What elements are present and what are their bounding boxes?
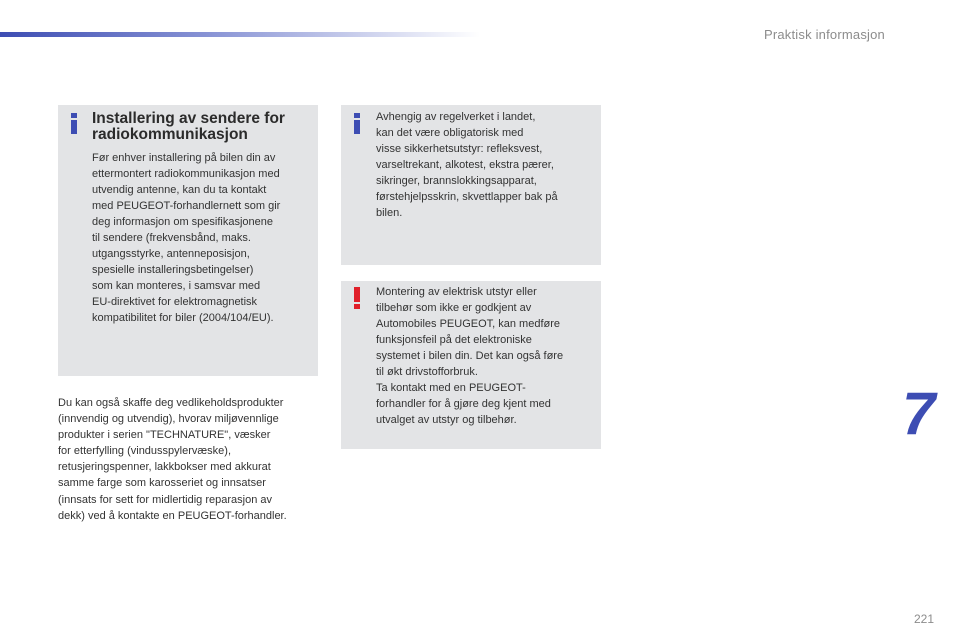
chapter-number: 7: [902, 380, 936, 447]
warning-box-text: Montering av elektrisk utstyr eller tilbehør som ikke er godkjent av Automobiles PEUGEOT, kan medføre funksjonsfeil på det elektroniske systemet i bilen din. Det kan også føre til økt drivstofforbruk. Ta kontakt med en PEUGEOT- forhandler for å gjøre deg kjent med utvalget av utstyr og tilbehør.: [376, 286, 564, 426]
header-accent-bar: [0, 32, 480, 37]
section-label: Praktisk informasjon: [763, 27, 885, 42]
warning-icon: [354, 287, 360, 309]
info-icon: [71, 113, 77, 133]
info-icon: [354, 113, 360, 133]
maintenance-products-paragraph: Du kan også skaffe deg vedlikeholdsprodukter (innvendig og utvendig), hvorav miljøvennlige produkter i serien "TECHNATURE", væsker for etterfylling (vindusspylervæske), retusjeringspenner, lakkbokser med akkurat samme farge som karosseriet og innsatser (innsats for sett for midlertidig reparasjon av dekk) ved å kontakte en PEUGEOT-forhandler.: [58, 397, 287, 522]
info-box-text: Før enhver installering på bilen din av ettermontert radiokommunikasjon med utvendig antenne, kan du ta kontakt med PEUGEOT-forhandlernett som gir deg informasjon om spesifikasjonene til sendere (frekvensbånd, maks. utgangsstyrke, antenneposisjon, spesielle installeringsbetingelser) som kan monteres, i samsvar med EU-direktivet for elektromagnetisk kompatibilitet for biler (2004/104/EU).: [92, 152, 281, 324]
info-box-title: Installering av sendere for radiokommunikasjon: [92, 110, 285, 143]
info-box-text: Avhengig av regelverket i landet, kan det være obligatorisk med visse sikkerhetsutstyr: refleksvest, varseltrekant, alkotest, ekstra pærer, sikringer, brannslokkingsapparat, førstehjelpsskrin, skvettlapper bak på bilen.: [376, 111, 558, 219]
page-number: 221: [914, 612, 935, 626]
